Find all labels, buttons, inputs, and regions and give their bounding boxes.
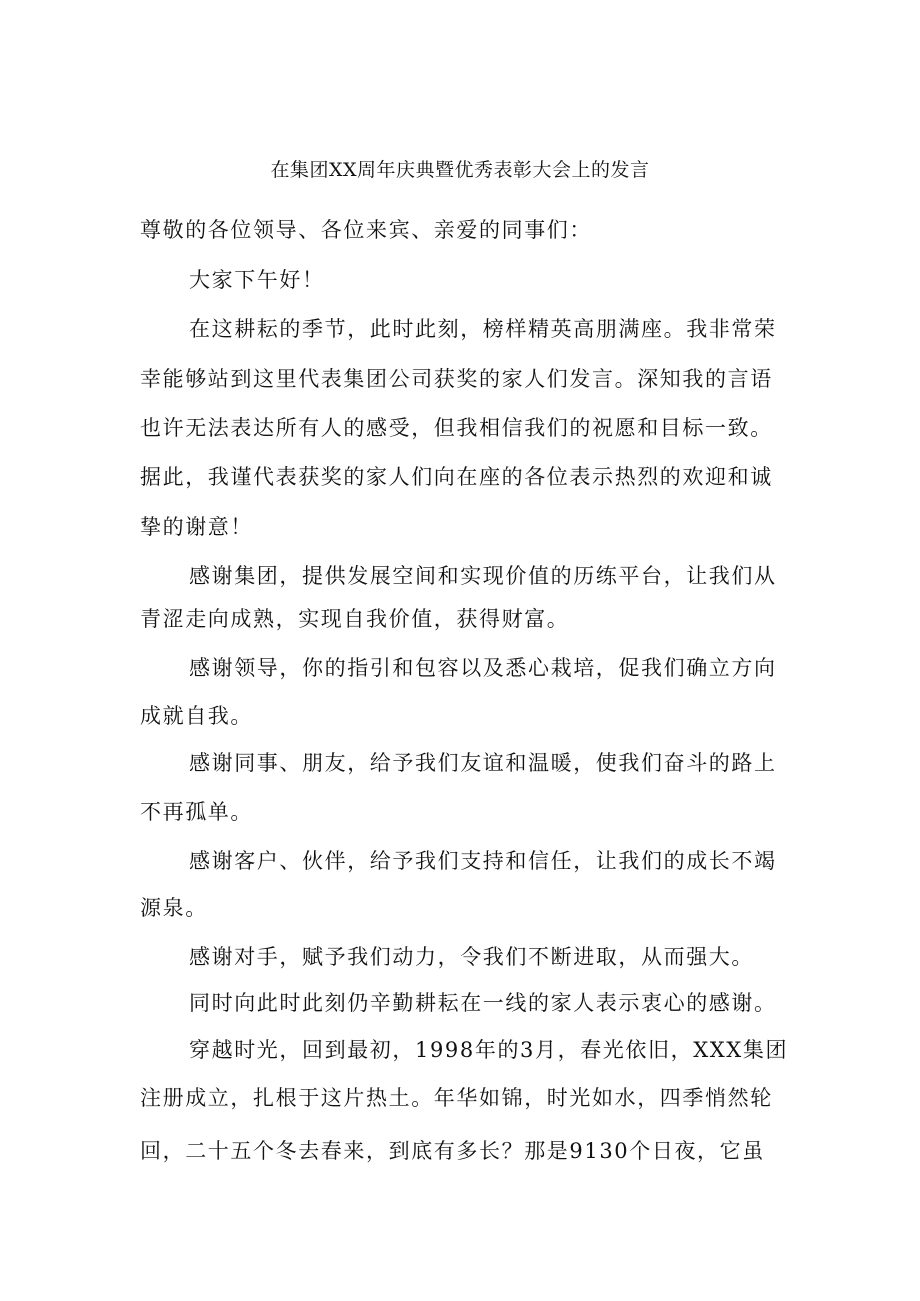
- paragraph-line: 感谢客户、伙伴，给予我们支持和信任，让我们的成长不竭: [189, 849, 777, 873]
- paragraph-line: 源泉。: [140, 896, 208, 920]
- paragraph-line: 成就自我。: [140, 704, 253, 728]
- paragraph-line: 幸能够站到这里代表集团公司获奖的家人们发言。深知我的言语: [140, 367, 773, 391]
- paragraph-line: 挚的谢意！: [140, 515, 253, 539]
- paragraph-line: 不再孤单。: [140, 800, 253, 824]
- paragraph-line: 穿越时光，回到最初，1998年的3月，春光依旧，XXX集团: [189, 1038, 789, 1062]
- paragraph-line: 青涩走向成熟，实现自我价值，获得财富。: [140, 607, 570, 631]
- paragraph-line: 也许无法表达所有人的感受，但我相信我们的祝愿和目标一致。: [140, 416, 773, 440]
- paragraph-line: 同时向此时此刻仍辛勤耕耘在一线的家人表示衷心的感谢。: [189, 991, 777, 1015]
- paragraph-line: 感谢对手，赋予我们动力，令我们不断进取，从而强大。: [189, 945, 754, 969]
- salutation-line: 尊敬的各位领导、各位来宾、亲爱的同事们：: [140, 218, 592, 242]
- greeting-line: 大家下午好！: [189, 268, 325, 292]
- paragraph-line: 在这耕耘的季节，此时此刻，榜样精英高朋满座。我非常荣: [189, 317, 777, 341]
- paragraph-line: 据此，我谨代表获奖的家人们向在座的各位表示热烈的欢迎和诚: [140, 465, 773, 489]
- paragraph-line: 感谢集团，提供发展空间和实现价值的历练平台，让我们从: [189, 564, 777, 588]
- paragraph-line: 回，二十五个冬去春来，到底有多长？那是9130个日夜，它虽: [140, 1139, 765, 1163]
- paragraph-line: 注册成立，扎根于这片热土。年华如锦，时光如水，四季悄然轮: [140, 1086, 773, 1110]
- paragraph-line: 感谢同事、朋友，给予我们友谊和温暖，使我们奋斗的路上: [189, 751, 777, 775]
- paragraph-line: 感谢领导，你的指引和包容以及悉心栽培，促我们确立方向: [189, 656, 777, 680]
- document-title: 在集团XX周年庆典暨优秀表彰大会上的发言: [270, 159, 650, 181]
